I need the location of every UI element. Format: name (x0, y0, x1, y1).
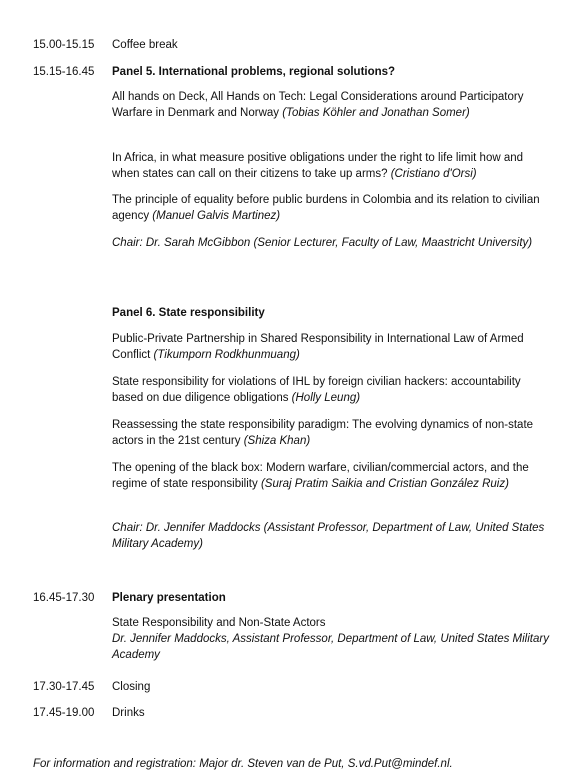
paper-item (112, 89, 552, 121)
paper-item (112, 192, 552, 224)
time-slot: 17.45-19.00 (33, 707, 95, 719)
paper-authors: (Holly Leung) (291, 392, 361, 404)
time-slot: 17.30-17.45 (33, 681, 95, 693)
paper-title: State responsibility for violations of IHL by foreign civilian hackers: accountability based on due diligence obligations (112, 376, 521, 404)
paper-title: The principle of equality before public burdens in Colombia and its relation to civilian agency (112, 194, 540, 222)
paper-authors: (Tobias Köhler and Jonathan Somer) (282, 107, 470, 119)
paper-authors: (Manuel Galvis Martinez) (152, 210, 281, 222)
paper-item (112, 460, 552, 492)
time-slot: 16.45-17.30 (33, 592, 95, 604)
registration-info: For information and registration: Major dr. Steven van de Put, S.vd.Put@mindef.nl. (33, 758, 453, 770)
panel-title: Panel 6. State responsibility (112, 307, 265, 319)
paper-item (112, 150, 552, 182)
panel-chair: Chair: Dr. Jennifer Maddocks (Assistant Professor, Department of Law, United States Military Academy) (112, 522, 545, 550)
plenary-subtitle: State Responsibility and Non-State Actors (112, 617, 326, 629)
plenary-title: Plenary presentation (112, 592, 226, 604)
paper-authors: (Suraj Pratim Saikia and Cristian González Ruiz) (260, 478, 509, 490)
paper-authors: (Cristiano d'Orsi) (390, 168, 477, 180)
paper-authors: (Shiza Khan) (243, 435, 311, 447)
time-slot: 15.15-16.45 (33, 66, 95, 78)
paper-title: All hands on Deck, All Hands on Tech: Legal Considerations around Participatory Warfare in Denmark and Norway (112, 91, 524, 119)
session-label: Closing (112, 681, 151, 693)
paper-authors: (Tikumporn Rodkhunmuang) (153, 349, 300, 361)
paper-item (112, 374, 552, 406)
time-slot: 15.00-15.15 (33, 39, 95, 51)
paper-item (112, 417, 552, 449)
session-label: Coffee break (112, 39, 178, 51)
paper-item (112, 331, 552, 363)
paper-title: Reassessing the state responsibility paradigm: The evolving dynamics of non-state actors in the 21st century (112, 419, 534, 447)
plenary-speaker: Dr. Jennifer Maddocks, Assistant Professor, Department of Law, United States Military Academy (112, 633, 549, 661)
session-label: Drinks (112, 707, 145, 719)
panel-chair: Chair: Dr. Sarah McGibbon (Senior Lecturer, Faculty of Law, Maastricht University) (112, 237, 533, 249)
panel-title: Panel 5. International problems, regional solutions? (112, 66, 396, 78)
paper-title: In Africa, in what measure positive obligations under the right to life limit how and when states can call on their citizens to take up arms? (112, 152, 524, 180)
paper-title: The opening of the black box: Modern warfare, civilian/commercial actors, and the regime of state responsibility (112, 462, 529, 490)
paper-title: Public-Private Partnership in Shared Responsibility in International Law of Armed Conflict (112, 333, 524, 361)
